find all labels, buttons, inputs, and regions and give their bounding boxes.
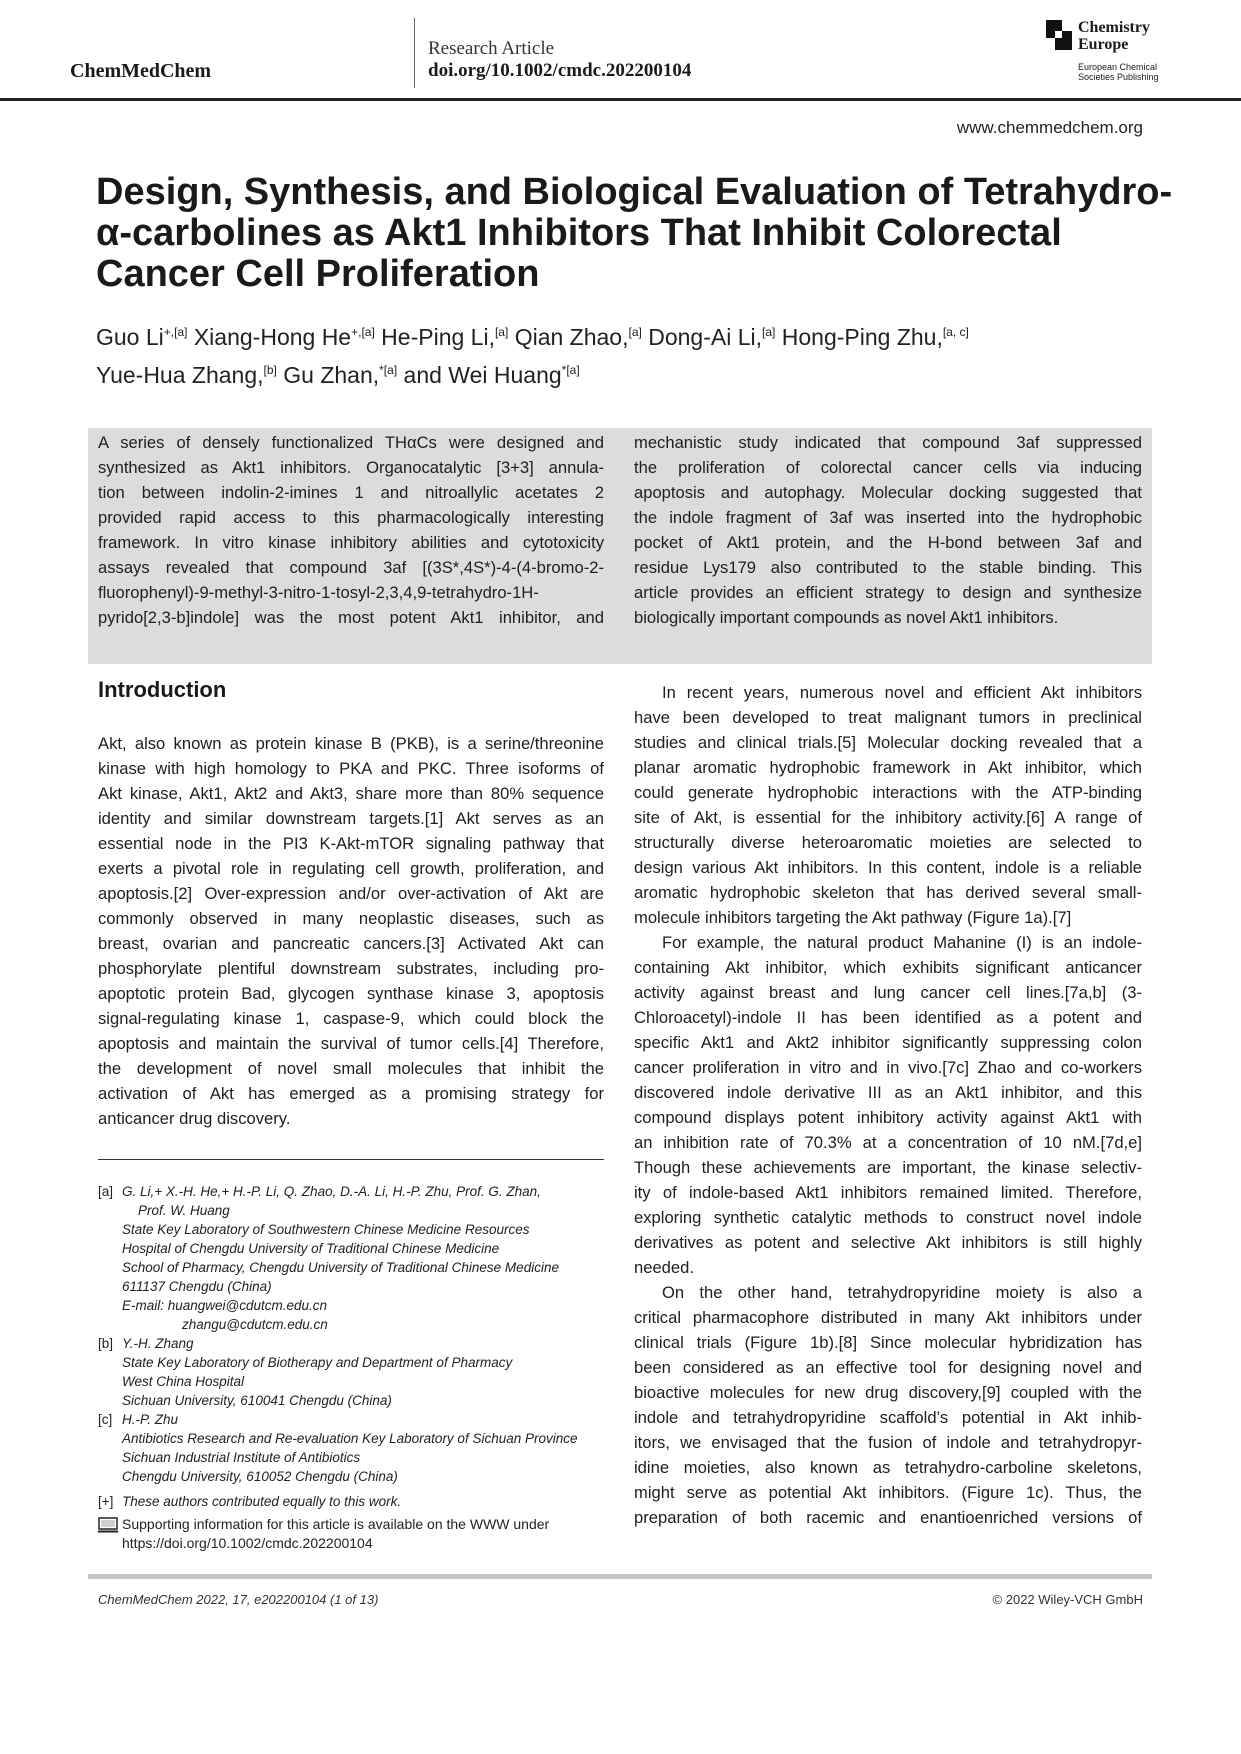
author-affiliation: *[a] xyxy=(561,363,580,377)
publisher-sub-line1: European Chemical xyxy=(1078,62,1158,72)
author-affiliation: [b] xyxy=(263,363,277,377)
body-right-column xyxy=(634,680,1142,1530)
email-link[interactable]: E-mail: huangwei@cdutcm.edu.cn xyxy=(122,1298,328,1313)
body-line: idine moieties, also known as tetrahydro-carboline skeletons, xyxy=(634,1458,1142,1477)
body-line: ity of indole-based Akt1 inhibitors remained limited. Therefore, xyxy=(634,1183,1142,1202)
footnote-rule xyxy=(98,1159,604,1160)
abstract-line: the proliferation of colorectal cancer cells via inducing xyxy=(634,458,1142,477)
author-name: Qian Zhao, xyxy=(508,324,629,350)
author-name: He-Ping Li, xyxy=(374,324,495,350)
author-name: and Wei Huang xyxy=(397,362,562,388)
footer-rule xyxy=(88,1574,1152,1579)
publisher-sub-line2: Societies Publishing xyxy=(1078,72,1159,82)
footnote-line: Sichuan University, 610041 Chengdu (China) xyxy=(122,1393,392,1408)
body-line: studies and clinical trials.[5] Molecular docking revealed that a xyxy=(634,733,1142,752)
body-line: Akt kinase, Akt1, Akt2 and Akt3, share more than 80% sequence xyxy=(98,784,604,803)
footnote-line: 611137 Chengdu (China) xyxy=(122,1279,272,1294)
journal-name: ChemMedChem xyxy=(70,60,212,82)
body-line: containing Akt inhibitor, which exhibits significant anticancer xyxy=(634,958,1142,977)
body-line: apoptotic protein Bad, glycogen synthase kinase 3, apoptosis xyxy=(98,984,604,1003)
footnote-tag: [+] xyxy=(98,1494,114,1509)
footnote-tag: [c] xyxy=(98,1412,113,1427)
abstract-line: synthesized as Akt1 inhibitors. Organocatalytic [3+3] annula- xyxy=(98,458,604,477)
body-line: site of Akt, is essential for the inhibitory activity.[6] A range of xyxy=(634,808,1142,827)
footnote-line: H.-P. Zhu xyxy=(122,1412,179,1427)
author-name: Xiang-Hong He xyxy=(187,324,352,350)
computer-icon xyxy=(98,1517,118,1533)
footnote-line: Supporting information for this article is available on the WWW under xyxy=(122,1516,550,1532)
body-line: apoptosis and maintain the survival of tumor cells.[4] Therefore, xyxy=(98,1034,604,1053)
author-list xyxy=(96,316,1156,392)
body-line: planar aromatic hydrophobic framework in Akt inhibitor, which xyxy=(634,758,1142,777)
title-line: α-carbolines as Akt1 Inhibitors That Inhibit Colorectal xyxy=(96,212,1062,254)
footnote-line: State Key Laboratory of Southwestern Chinese Medicine Resources xyxy=(122,1222,530,1237)
footnote-line: Sichuan Industrial Institute of Antibiotics xyxy=(122,1450,361,1465)
affiliation-footnotes xyxy=(98,1182,618,1553)
body-line: discovered indole derivative III as an Akt1 inhibitor, and this xyxy=(634,1083,1142,1102)
abstract-line: article provides an efficient strategy to design and synthesize xyxy=(634,583,1142,602)
body-line: exerts a pivotal role in regulating cell growth, proliferation, and xyxy=(98,859,604,878)
article-type: Research Article xyxy=(428,38,555,59)
abstract-line: tion between indolin-2-imines 1 and nitroallylic acetates 2 xyxy=(98,483,604,502)
body-line: clinical trials (Figure 1b).[8] Since molecular hybridization has xyxy=(634,1333,1142,1352)
publisher-name-line2: Europe xyxy=(1078,36,1129,53)
author-affiliation: [a, c] xyxy=(942,325,969,339)
header-divider xyxy=(414,18,415,88)
affiliation-b xyxy=(98,1334,618,1410)
body-line: have been developed to treat malignant tumors in preclinical xyxy=(634,708,1142,727)
author-line xyxy=(96,316,1156,354)
body-line: the development of novel small molecules that inhibit the xyxy=(98,1059,604,1078)
title-line: Design, Synthesis, and Biological Evaluation of Tetrahydro- xyxy=(96,171,1173,213)
footnote-line: G. Li,+ X.-H. He,+ H.-P. Li, Q. Zhao, D.-A. Li, H.-P. Zhu, Prof. G. Zhan, xyxy=(122,1184,541,1199)
footnote-line: Prof. W. Huang xyxy=(138,1203,230,1218)
body-line: Akt, also known as protein kinase B (PKB), is a serine/threonine xyxy=(98,734,604,753)
footer-copyright: © 2022 Wiley-VCH GmbH xyxy=(992,1592,1143,1607)
footnote-line: Chengdu University, 610052 Chengdu (China) xyxy=(122,1469,398,1484)
footnote-tag: [b] xyxy=(98,1336,114,1351)
footnote-line: Hospital of Chengdu University of Traditional Chinese Medicine xyxy=(122,1241,500,1256)
abstract-line: fluorophenyl)-9-methyl-3-nitro-1-tosyl-2,3,4,9-tetrahydro-1H- xyxy=(98,583,539,602)
body-line: structurally diverse heteroaromatic moieties are selected to xyxy=(634,833,1142,852)
abstract-line: apoptosis and autophagy. Molecular docking suggested that xyxy=(634,483,1142,502)
abstract-right-column xyxy=(634,430,1142,630)
author-affiliation: +,[a] xyxy=(163,325,188,339)
body-line: kinase with high homology to PKA and PKC. Three isoforms of xyxy=(98,759,604,778)
author-name: Hong-Ping Zhu, xyxy=(775,324,943,350)
body-line: preparation of both racemic and enantioenriched versions of xyxy=(634,1508,1142,1527)
body-line: indole and tetrahydropyridine scaffold’s potential in Akt inhib- xyxy=(634,1408,1142,1427)
body-line: critical pharmacophore distributed in many Akt inhibitors under xyxy=(634,1308,1142,1327)
chemistry-europe-logo-icon xyxy=(1046,20,1072,50)
body-line: essential node in the PI3 K-Akt-mTOR signaling pathway that xyxy=(98,834,604,853)
abstract-line: framework. In vitro kinase inhibitory abilities and cytotoxicity xyxy=(98,533,604,552)
author-affiliation: [a] xyxy=(628,325,642,339)
body-line: could generate hydrophobic interactions with the ATP-binding xyxy=(634,783,1142,802)
body-line: apoptosis.[2] Over-expression and/or over-activation of Akt are xyxy=(98,884,604,903)
body-line: In recent years, numerous novel and efficient Akt inhibitors xyxy=(662,683,1142,702)
abstract-line: pocket of Akt1 protein, and the H-bond between 3af and xyxy=(634,533,1142,552)
body-line: itors, we envisaged that the fusion of indole and tetrahydropyr- xyxy=(634,1433,1142,1452)
author-affiliation: [a] xyxy=(494,325,509,339)
abstract-line: mechanistic study indicated that compound 3af suppressed xyxy=(634,433,1142,452)
author-name: Guo Li xyxy=(96,324,164,350)
footnote-tag: [a] xyxy=(98,1184,114,1199)
publisher-name-line1: Chemistry xyxy=(1078,19,1150,36)
body-line: molecule inhibitors targeting the Akt pathway (Figure 1a).[7] xyxy=(634,908,1072,927)
affiliation-c xyxy=(98,1410,618,1486)
body-line: identity and similar downstream targets.[1] Akt serves as an xyxy=(98,809,604,828)
abstract-line: biologically important compounds as novel Akt1 inhibitors. xyxy=(634,608,1059,627)
body-line: Though these achievements are important, the kinase selectiv- xyxy=(634,1158,1142,1177)
abstract-line: assays revealed that compound 3af [(3S*,4S*)-4-(4-bromo-2- xyxy=(98,558,604,577)
title-line: Cancer Cell Proliferation xyxy=(96,253,540,295)
body-line: For example, the natural product Mahanine (I) is an indole- xyxy=(662,933,1142,952)
author-name: Dong-Ai Li, xyxy=(641,324,763,350)
affiliation-a xyxy=(98,1182,618,1334)
abstract-line: pyrido[2,3-b]indole] was the most potent Akt1 inhibitor, and xyxy=(98,608,604,627)
body-line: an inhibition rate of 70.3% at a concentration of 10 nM.[7d,e] xyxy=(634,1133,1142,1152)
body-line: anticancer drug discovery. xyxy=(98,1109,291,1128)
email-link[interactable]: zhangu@cdutcm.edu.cn xyxy=(182,1317,328,1332)
equal-contribution-note xyxy=(98,1492,618,1511)
body-line: specific Akt1 and Akt2 inhibitor significantly suppressing colon xyxy=(634,1033,1142,1052)
article-title xyxy=(96,171,1173,295)
abstract-line: A series of densely functionalized THαCs were designed and xyxy=(98,433,604,452)
footnote-line: West China Hospital xyxy=(122,1374,245,1389)
abstract-line: provided rapid access to this pharmacologically interesting xyxy=(98,508,604,527)
supporting-info-note xyxy=(98,1515,618,1553)
body-line: phosphorylate plentiful downstream substrates, including pro- xyxy=(98,959,604,978)
body-line: Chloroacetyl)-indole II has been identified as a potent and xyxy=(634,1008,1142,1027)
footnote-line: State Key Laboratory of Biotherapy and Department of Pharmacy xyxy=(122,1355,513,1370)
body-line: cancer proliferation in vitro and in vivo.[7c] Zhao and co-workers xyxy=(634,1058,1142,1077)
body-line: commonly observed in many neoplastic diseases, such as xyxy=(98,909,604,928)
body-line: On the other hand, tetrahydropyridine moiety is also a xyxy=(662,1283,1142,1302)
header-rule xyxy=(0,98,1241,101)
supporting-info-link[interactable]: https://doi.org/10.1002/cmdc.202200104 xyxy=(122,1535,373,1551)
section-heading-introduction: Introduction xyxy=(98,677,227,702)
body-line: aromatic hydrophobic skeleton that has derived several small- xyxy=(634,883,1142,902)
author-affiliation: +,[a] xyxy=(351,325,375,339)
footnote-line: Antibiotics Research and Re-evaluation Key Laboratory of Sichuan Province xyxy=(122,1431,578,1446)
body-line: design various Akt inhibitors. In this content, indole is a reliable xyxy=(634,858,1142,877)
author-name: Yue-Hua Zhang, xyxy=(96,362,264,388)
abstract-left-column xyxy=(98,430,604,630)
abstract-line: the indole fragment of 3af was inserted into the hydrophobic xyxy=(634,508,1142,527)
doi-link[interactable]: doi.org/10.1002/cmdc.202200104 xyxy=(428,60,692,81)
footer-citation: ChemMedChem 2022, 17, e202200104 (1 of 13) xyxy=(98,1592,379,1607)
body-line: been considered as an effective tool for designing novel and xyxy=(634,1358,1142,1377)
body-line: activation of Akt has emerged as a promising strategy for xyxy=(98,1084,604,1103)
body-line: compound displays potent inhibitory activity against Akt1 with xyxy=(634,1108,1142,1127)
body-left-column xyxy=(98,731,604,1131)
body-line: needed. xyxy=(634,1258,694,1277)
body-line: breast, ovarian and pancreatic cancers.[3] Activated Akt can xyxy=(98,934,604,953)
author-affiliation: [a] xyxy=(762,325,776,339)
footnote-line: School of Pharmacy, Chengdu University of Traditional Chinese Medicine xyxy=(122,1260,559,1275)
body-line: might serve as potential Akt inhibitors. (Figure 1c). Thus, the xyxy=(634,1483,1142,1502)
footnote-line: These authors contributed equally to this work. xyxy=(122,1494,402,1509)
author-line xyxy=(96,354,1156,392)
body-line: activity against breast and lung cancer cell lines.[7a,b] (3- xyxy=(634,983,1142,1002)
footnote-line: Y.-H. Zhang xyxy=(122,1336,194,1351)
body-line: derivatives as potent and selective Akt inhibitors is still highly xyxy=(634,1233,1142,1252)
body-line: exploring synthetic catalytic methods to construct novel indole xyxy=(634,1208,1142,1227)
journal-website-link[interactable]: www.chemmedchem.org xyxy=(956,118,1143,137)
author-affiliation: *[a] xyxy=(379,363,398,377)
body-line: signal-regulating kinase 1, caspase-9, which could block the xyxy=(98,1009,604,1028)
author-name: Gu Zhan, xyxy=(276,362,380,388)
body-line: bioactive molecules for new drug discovery,[9] coupled with the xyxy=(634,1383,1142,1402)
abstract-line: residue Lys179 also contributed to the stable binding. This xyxy=(634,558,1142,577)
